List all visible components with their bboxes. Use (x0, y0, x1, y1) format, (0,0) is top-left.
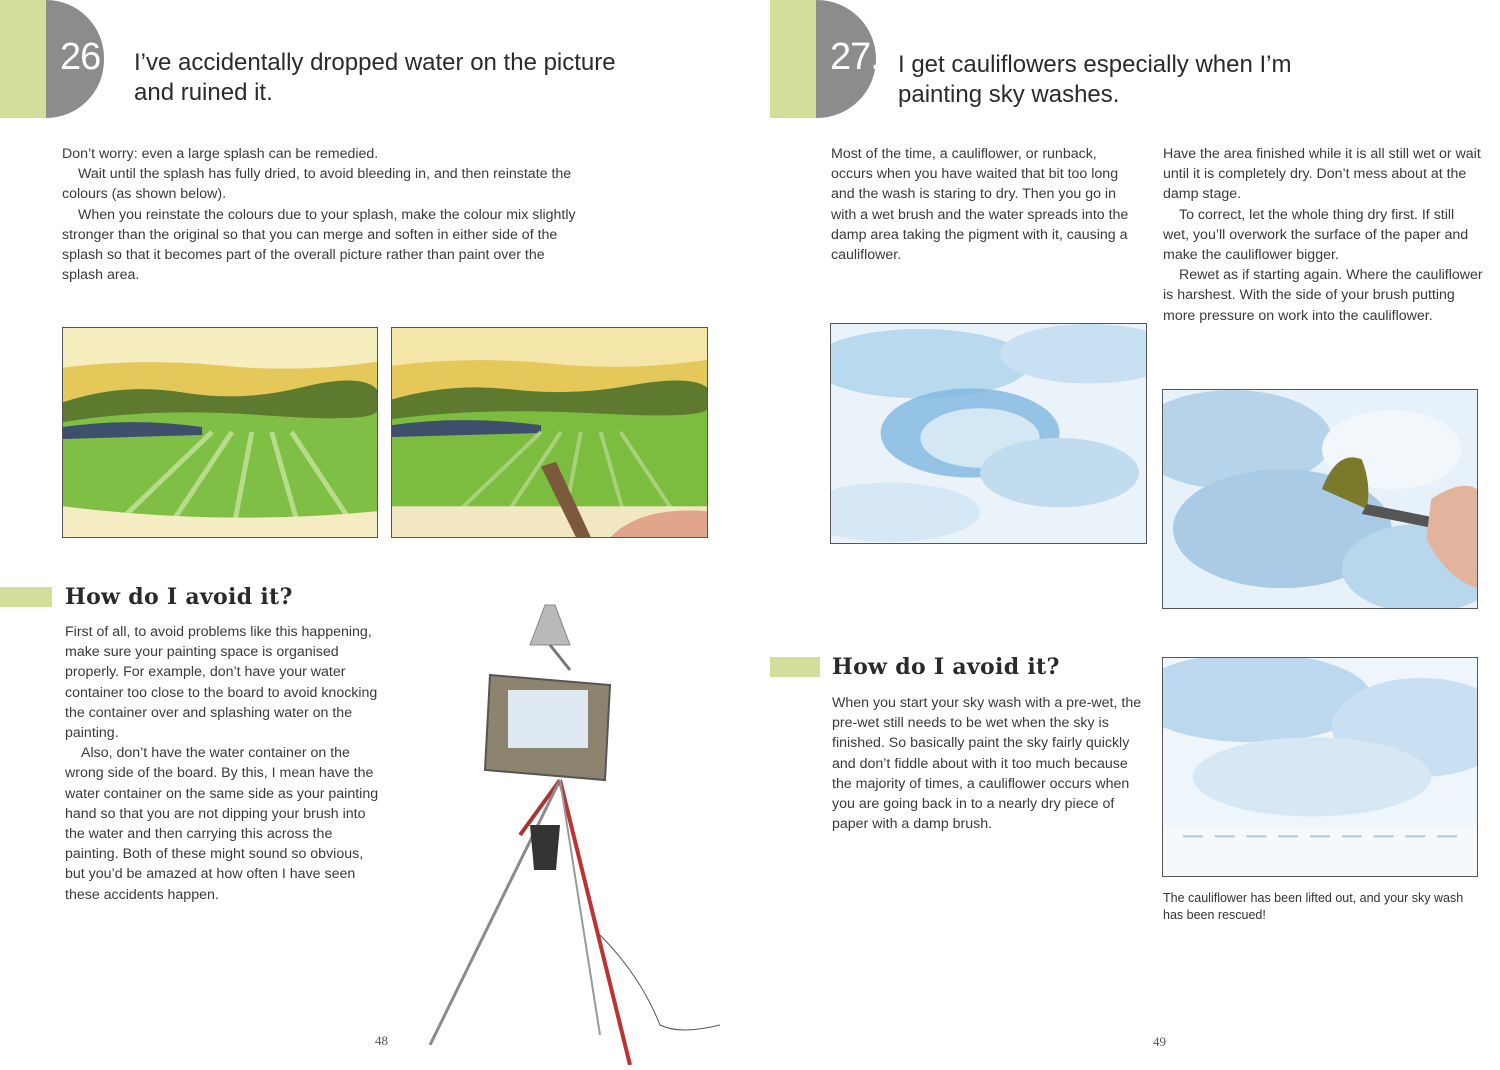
tip-26-green-bar (0, 0, 46, 118)
lifting-cauliflower-image (1162, 389, 1478, 609)
paragraph: Don’t worry: even a large splash can be remedied. (62, 146, 379, 162)
right-avoid-green-bar (770, 657, 820, 677)
tip-26-body (62, 144, 582, 285)
tip-27-number: 27. (830, 36, 880, 78)
tip-27-avoid-body (832, 693, 1144, 834)
tip-26-number: 26. (60, 36, 110, 78)
left-avoid-heading: How do I avoid it? (65, 584, 293, 610)
page-number-48: 48 (375, 1033, 388, 1048)
paragraph: Wait until the splash has fully dried, to avoid bleeding in, and then reinstate the colours (as shown below). (62, 166, 572, 203)
paragraph: To correct, let the whole thing dry first. If still wet, you’ll overwork the surface of the paper and make the cauliflower bigger. (1163, 206, 1469, 264)
easel-image (400, 595, 720, 1065)
paragraph: Rewet as if starting again. Where the cauliflower is harshest. With the side of your brush putting more pressure on work into the cauliflower. (1163, 267, 1483, 324)
tip-27-green-bar (770, 0, 816, 118)
page-number-49: 49 (1153, 1034, 1166, 1049)
splash-painting-before-image (62, 327, 378, 538)
tip-27-title-line1: I get cauliflowers especially when I’m (898, 51, 1292, 78)
tip-27-title (898, 50, 1458, 110)
paragraph: When you start your sky wash with a pre-wet, the pre-wet still needs to be wet when the sky is finished. So basically paint the sky fairly quickly and don’t fiddle about with it too much because the majority of times, a cauliflower occurs when you are going back in to a nearly dry piece of paper with a damp brush. (832, 695, 1142, 833)
tip-27-title-line2: painting sky washes. (898, 81, 1120, 108)
tip-26-title-line1: I’ve accidentally dropped water on the picture (134, 49, 616, 76)
paragraph: Most of the time, a cauliflower, or runback, occurs when you have waited that bit too long and the wash is staring to dry. Then you go in with a wet brush and the water spreads into the damp area taking the pigment with it, causing a cauliflower. (831, 146, 1129, 264)
splash-painting-after-image (391, 327, 708, 538)
paragraph: Have the area finished while it is all still wet or wait until it is completely dry. Don’t mess about at the damp stage. (1163, 146, 1481, 203)
tip-27-body-col1 (831, 144, 1141, 265)
tip-26-title-line2: and ruined it. (134, 79, 273, 106)
cauliflower-sky-image (830, 323, 1147, 544)
rescued-sky-caption: The cauliflower has been lifted out, and your sky wash has been rescued! (1163, 891, 1464, 922)
paragraph: First of all, to avoid problems like this happening, make sure your painting space is organised properly. For example, don’t have your water container too close to the board to avoid knocking the container over and splashing water on the painting. (65, 624, 378, 742)
tip-27-body-col2 (1163, 144, 1483, 326)
right-avoid-heading: How do I avoid it? (832, 654, 1060, 680)
paragraph: Also, don’t have the water container on the wrong side of the board. By this, I mean have the water container on the same side as your painting hand so that you are not dipping your brush into the water and then carrying this across the painting. Both of these might sound so obvious, but you’d be amazed at how often I have seen these accidents happen. (65, 745, 379, 903)
rescued-sky-image (1162, 657, 1478, 877)
tip-26-avoid-body (65, 622, 383, 905)
left-avoid-green-bar (0, 587, 52, 607)
paragraph: When you reinstate the colours due to your splash, make the colour mix slightly stronger than the original so that you can merge and soften in either side of the splash so that it becomes part of the overall picture rather than paint over the splash area. (62, 206, 576, 284)
tip-26-title (134, 48, 694, 108)
